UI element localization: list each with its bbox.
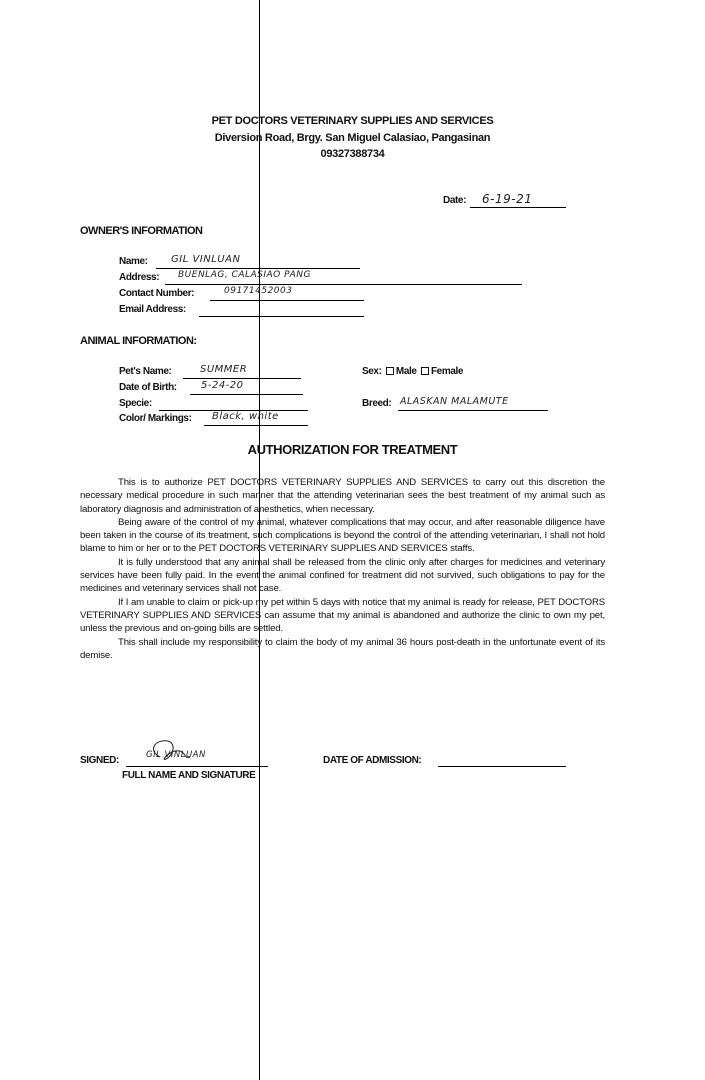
authorization-paragraph: Being aware of the control of my animal, whatever complications that may occur, and after reasonable diligence have been taken in the course of its treatment, such complications is beyond the control of the attending veterinarian, I shall not hold blame to him or her or to the PET DOCTORS VETERINARY SUPPLIES AND SERVICES staffs. bbox=[80, 516, 605, 555]
pet-name-underline bbox=[183, 378, 301, 379]
authorization-title: AUTHORIZATION FOR TREATMENT bbox=[247, 442, 458, 457]
admission-underline bbox=[438, 766, 566, 767]
dob-value: 5-24-20 bbox=[201, 380, 244, 391]
owner-name-label: Name: bbox=[119, 256, 148, 267]
owner-contact-value: 09171452003 bbox=[224, 286, 293, 296]
owner-address-label: Address: bbox=[119, 272, 160, 283]
breed-label: Breed: bbox=[362, 398, 392, 409]
sex-female-checkbox[interactable] bbox=[421, 367, 429, 375]
owner-email-label: Email Address: bbox=[119, 304, 186, 315]
date-underline bbox=[470, 207, 566, 208]
pet-name-value: SUMMER bbox=[200, 364, 248, 375]
signed-label: SIGNED: bbox=[80, 755, 119, 766]
specie-label: Specie: bbox=[119, 398, 152, 409]
authorization-paragraph: It is fully understood that any animal shall be released from the clinic only after charges for medicines and veterinary services have been fully paid. In the event the animal confined for treatment did not survived, such obligations to pay for the medicines and veterinary services shall not case. bbox=[80, 556, 605, 595]
authorization-body bbox=[80, 476, 605, 662]
color-label: Color/ Markings: bbox=[119, 413, 192, 424]
date-value: 6-19-21 bbox=[482, 192, 533, 206]
owner-name-value: GIL VINLUAN bbox=[171, 254, 241, 265]
authorization-paragraph: If I am unable to claim or pick-up my pet within 5 days with notice that my animal is ready for release, PET DOCTORS VETERINARY SUPPLIES AND SERVICES can assume that my animal is abandoned and authorize the clinic to own my pet, unless the previous and on-going bills are settled. bbox=[80, 596, 605, 635]
owner-name-underline bbox=[156, 268, 360, 269]
sex-female-label: Female bbox=[430, 366, 464, 377]
authorization-paragraph: This is to authorize PET DOCTORS VETERINARY SUPPLIES AND SERVICES to carry out this discretion the necessary medical procedure in such manner that the attending veterinarian sees the best treatment of my animal such as laboratory diagnosis and administration of anesthetics, when necessary. bbox=[80, 477, 605, 515]
owner-contact-label: Contact Number: bbox=[119, 288, 195, 299]
sex-field bbox=[362, 366, 463, 377]
owner-email-underline bbox=[199, 316, 364, 317]
clinic-phone: 09327388734 bbox=[320, 148, 385, 160]
color-underline bbox=[204, 425, 308, 426]
authorization-paragraph: This shall include my responsibility to claim the body of my animal 36 hours post-death in the unfortunate event of its demise. bbox=[80, 636, 605, 661]
admission-label: DATE OF ADMISSION: bbox=[323, 755, 422, 766]
sex-label: Sex: bbox=[362, 366, 382, 377]
clinic-name: PET DOCTORS VETERINARY SUPPLIES AND SERVICES bbox=[211, 115, 494, 127]
pet-name-label: Pet's Name: bbox=[119, 366, 172, 377]
color-value: Black, white bbox=[212, 411, 279, 422]
dob-underline bbox=[190, 394, 303, 395]
owner-contact-underline bbox=[210, 300, 364, 301]
sex-male-checkbox[interactable] bbox=[386, 367, 394, 375]
breed-value: ALASKAN MALAMUTE bbox=[400, 396, 509, 407]
clinic-address: Diversion Road, Brgy. San Miguel Calasiao, Pangasinan bbox=[214, 132, 491, 144]
owner-section-title: OWNER'S INFORMATION bbox=[80, 225, 203, 237]
dob-label: Date of Birth: bbox=[119, 382, 177, 393]
date-label: Date: bbox=[443, 195, 467, 206]
animal-section-title: ANIMAL INFORMATION: bbox=[80, 335, 197, 347]
signature-name: GIL VINLUAN bbox=[146, 750, 206, 760]
owner-address-value: BUENLAG, CALASIAO PANG bbox=[178, 270, 311, 280]
breed-underline bbox=[398, 410, 548, 411]
sex-male-label: Male bbox=[395, 366, 417, 377]
owner-address-underline bbox=[165, 284, 522, 285]
signature-caption: FULL NAME AND SIGNATURE bbox=[122, 770, 256, 781]
